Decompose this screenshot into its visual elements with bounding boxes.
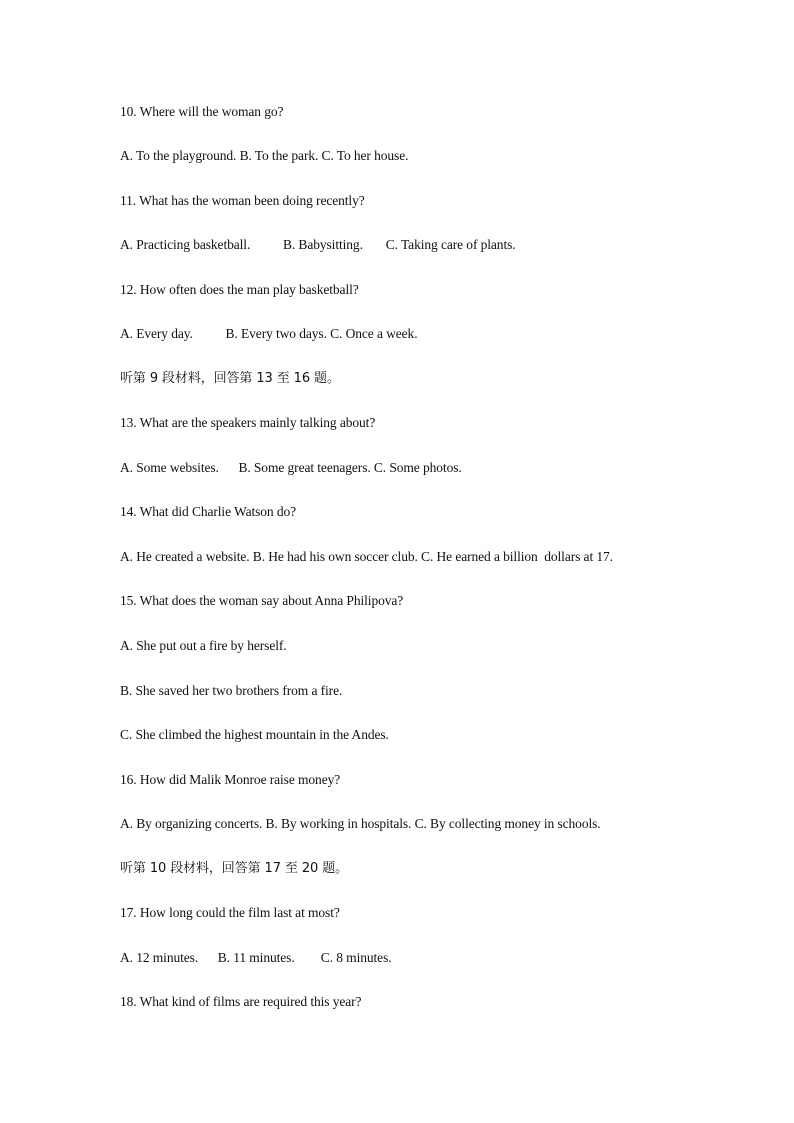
question-14-options: A. He created a website. B. He had his own soccer club. C. He earned a billion dollars at 17.	[120, 549, 613, 564]
section-instruction-9: 听第 9 段材料，回答第 13 至 16 题。	[120, 371, 340, 386]
question-15-option-c: C. She climbed the highest mountain in the Andes.	[120, 727, 389, 742]
question-11: 11. What has the woman been doing recently?	[120, 193, 365, 208]
question-16: 16. How did Malik Monroe raise money?	[120, 772, 341, 787]
question-15: 15. What does the woman say about Anna Philipova?	[120, 593, 404, 608]
question-17-options: A. 12 minutes. B. 11 minutes. C. 8 minutes.	[120, 950, 392, 965]
question-13: 13. What are the speakers mainly talking about?	[120, 415, 376, 430]
question-13-options: A. Some websites. B. Some great teenagers. C. Some photos.	[120, 460, 462, 475]
question-16-options: A. By organizing concerts. B. By working in hospitals. C. By collecting money in schools.	[120, 816, 601, 831]
question-10-options: A. To the playground. B. To the park. C. To her house.	[120, 148, 409, 163]
question-17: 17. How long could the film last at most?	[120, 905, 340, 920]
question-12: 12. How often does the man play basketball?	[120, 282, 359, 297]
question-15-option-b: B. She saved her two brothers from a fire.	[120, 683, 343, 698]
question-10: 10. Where will the woman go?	[120, 104, 284, 119]
section-instruction-10: 听第 10 段材料，回答第 17 至 20 题。	[120, 861, 349, 876]
question-14: 14. What did Charlie Watson do?	[120, 504, 297, 519]
question-12-options: A. Every day. B. Every two days. C. Once a week.	[120, 326, 418, 341]
question-11-options: A. Practicing basketball. B. Babysitting. C. Taking care of plants.	[120, 237, 516, 252]
question-18: 18. What kind of films are required this year?	[120, 994, 362, 1009]
question-15-option-a: A. She put out a fire by herself.	[120, 638, 287, 653]
